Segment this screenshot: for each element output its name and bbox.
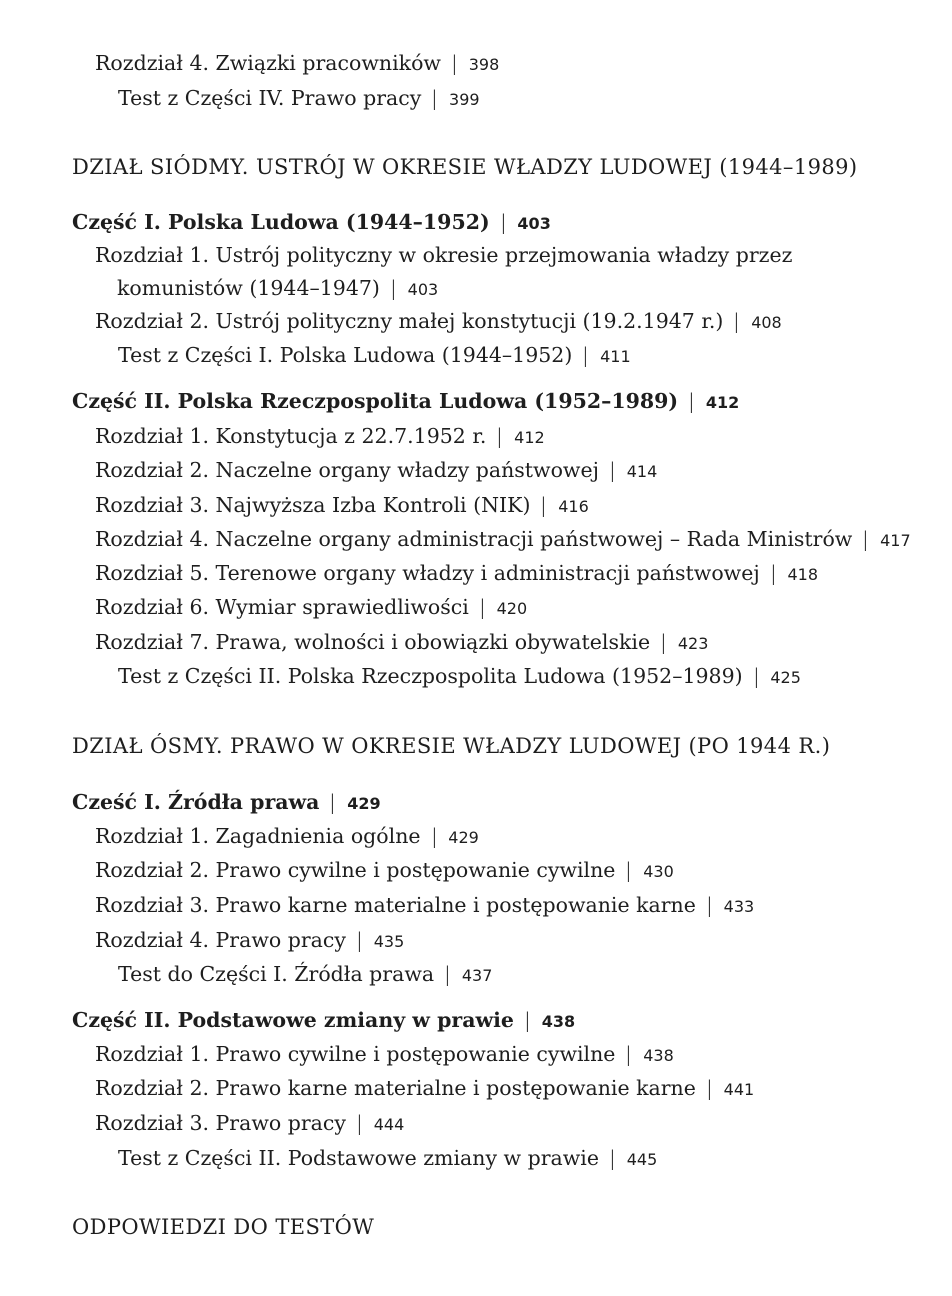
toc-entry-title: Rozdział 2. Prawo karne materialne i postępowanie karne <box>95 1076 696 1100</box>
toc-part <box>72 1003 575 1037</box>
toc-chapter <box>95 590 527 624</box>
toc-page-number: 429 <box>347 794 381 813</box>
page-separator: | <box>357 928 362 952</box>
page-separator: | <box>445 962 450 986</box>
toc-page-number: 444 <box>373 1115 405 1134</box>
toc-entry-title: Test z Części II. Polska Rzeczpospolita Ludowa (1952–1989) <box>118 664 743 688</box>
toc-page-number: 403 <box>517 214 551 233</box>
toc-entry-title: komunistów (1944–1947) <box>117 276 380 300</box>
toc-entry-title: Rozdział 1. Konstytucja z 22.7.1952 r. <box>95 424 487 448</box>
toc-page-number: 420 <box>496 599 528 618</box>
toc-page-number: 414 <box>626 462 658 481</box>
toc-entry-title: Rozdział 3. Prawo pracy <box>95 1111 346 1135</box>
page-separator: | <box>357 1111 362 1135</box>
page-separator: | <box>689 389 694 413</box>
toc-chapter <box>95 1071 754 1105</box>
toc-page-number: 441 <box>723 1080 755 1099</box>
toc-chapter <box>95 488 589 522</box>
toc-chapter <box>95 238 792 272</box>
toc-part <box>72 384 739 418</box>
section-heading: ODPOWIEDZI DO TESTÓW <box>72 1215 375 1239</box>
page-separator: | <box>626 1042 631 1066</box>
toc-entry-title: Rozdział 1. Prawo cywilne i postępowanie cywilne <box>95 1042 616 1066</box>
toc-page-number: 403 <box>407 280 439 299</box>
page-separator: | <box>480 595 485 619</box>
toc-entry-title: Rozdział 4. Związki pracowników <box>95 51 441 75</box>
toc-part <box>72 785 381 819</box>
page-separator: | <box>610 458 615 482</box>
toc-chapter <box>95 853 674 887</box>
toc-page-number: 438 <box>643 1046 674 1065</box>
toc-entry-title: Rozdział 2. Ustrój polityczny małej konstytucji (19.2.1947 r.) <box>95 309 724 333</box>
toc-page-number: 412 <box>705 393 740 412</box>
toc-entry-title: Część II. Podstawowe zmiany w prawie <box>72 1008 514 1032</box>
toc-page-number: 416 <box>558 497 589 516</box>
toc-page-number: 435 <box>373 932 405 951</box>
page-separator: | <box>707 893 712 917</box>
toc-chapter <box>95 819 479 853</box>
toc-entry-title: Część II. Polska Rzeczpospolita Ludowa (1952–1989) <box>72 389 679 413</box>
toc-entry-title: Rozdział 4. Naczelne organy administracji państwowej – Rada Ministrów <box>95 527 853 551</box>
toc-entry-title: Rozdział 3. Prawo karne materialne i postępowanie karne <box>95 893 696 917</box>
toc-page-number: 412 <box>514 428 545 447</box>
section-heading: DZIAŁ SIÓDMY. USTRÓJ W OKRESIE WŁADZY LUDOWEJ (1944–1989) <box>72 155 858 179</box>
toc-entry-title: Rozdział 3. Najwyższa Izba Kontroli (NIK) <box>95 493 531 517</box>
toc-entry-title: Rozdział 5. Terenowe organy władzy i administracji państwowej <box>95 561 760 585</box>
toc-chapter <box>95 453 657 487</box>
toc-entry-title: Cześć I. Źródła prawa <box>72 790 320 814</box>
toc-chapter <box>95 46 499 80</box>
page-separator: | <box>583 343 588 367</box>
toc-entry-title: Test z Części I. Polska Ludowa (1944–1952) <box>118 343 573 367</box>
toc-page-number: 445 <box>626 1150 658 1169</box>
toc-chapter <box>95 1106 404 1140</box>
page-separator: | <box>497 424 502 448</box>
page-separator: | <box>452 51 457 75</box>
toc-page-number: 433 <box>723 897 755 916</box>
toc-chapter <box>95 625 708 659</box>
page-separator: | <box>753 664 759 688</box>
toc-page-number: 423 <box>677 634 709 653</box>
toc-page-number: 399 <box>449 90 480 109</box>
toc-page-number: 437 <box>461 966 493 985</box>
toc-chapter <box>95 304 782 338</box>
page-separator: | <box>707 1076 712 1100</box>
toc-test <box>118 81 480 115</box>
toc-entry-title: Rozdział 2. Prawo cywilne i postępowanie cywilne <box>95 858 616 882</box>
toc-entry-title: Rozdział 7. Prawa, wolności i obowiązki obywatelskie <box>95 630 651 654</box>
toc-entry-title: Rozdział 6. Wymiar sprawiedliwości <box>95 595 469 619</box>
page-separator: | <box>610 1146 615 1170</box>
toc-page-number: 438 <box>541 1012 576 1031</box>
toc-chapter <box>95 522 911 556</box>
page-separator: | <box>626 858 631 882</box>
page-separator: | <box>525 1008 530 1032</box>
toc-chapter <box>95 923 404 957</box>
toc-page-number: 418 <box>787 565 819 584</box>
toc-test <box>118 1141 657 1175</box>
toc-test <box>118 659 801 693</box>
page-separator: | <box>431 824 436 848</box>
toc-entry-title: Test z Części IV. Prawo pracy <box>118 86 422 110</box>
toc-entry-title: Rozdział 2. Naczelne organy władzy państwowej <box>95 458 599 482</box>
page-separator: | <box>432 86 437 110</box>
toc-entry-title: Test z Części II. Podstawowe zmiany w prawie <box>118 1146 599 1170</box>
page-separator: | <box>541 493 546 517</box>
page-separator: | <box>391 276 396 300</box>
toc-chapter <box>95 419 545 453</box>
toc-part <box>72 205 551 239</box>
page-separator: | <box>330 790 335 814</box>
toc-entry-title: Część I. Polska Ludowa (1944–1952) <box>72 210 490 234</box>
toc-test <box>118 957 492 991</box>
toc-page-number: 411 <box>600 347 631 366</box>
section-heading: DZIAŁ ÓSMY. PRAWO W OKRESIE WŁADZY LUDOWEJ (PO 1944 R.) <box>72 734 831 758</box>
toc-page-number: 430 <box>643 862 674 881</box>
toc-chapter <box>95 888 754 922</box>
page-separator: | <box>863 527 868 551</box>
toc-chapter-continued <box>117 271 438 305</box>
toc-test <box>118 338 631 372</box>
toc-page-number: 408 <box>751 313 782 332</box>
toc-page-number: 417 <box>880 531 911 550</box>
toc-entry-title: Rozdział 1. Ustrój polityczny w okresie przejmowania władzy przez <box>95 243 793 267</box>
toc-page-number: 398 <box>468 55 500 74</box>
toc-entry-title: Test do Części I. Źródła prawa <box>118 962 435 986</box>
page-separator: | <box>734 309 739 333</box>
toc-entry-title: Rozdział 4. Prawo pracy <box>95 928 346 952</box>
page-separator: | <box>661 630 666 654</box>
page-separator: | <box>771 561 776 585</box>
toc-chapter <box>95 1037 674 1071</box>
toc-entry-title: Rozdział 1. Zagadnienia ogólne <box>95 824 421 848</box>
toc-chapter <box>95 556 818 590</box>
page-separator: | <box>501 210 506 234</box>
toc-page-number: 429 <box>448 828 479 847</box>
toc-page-number: 425 <box>770 668 801 687</box>
